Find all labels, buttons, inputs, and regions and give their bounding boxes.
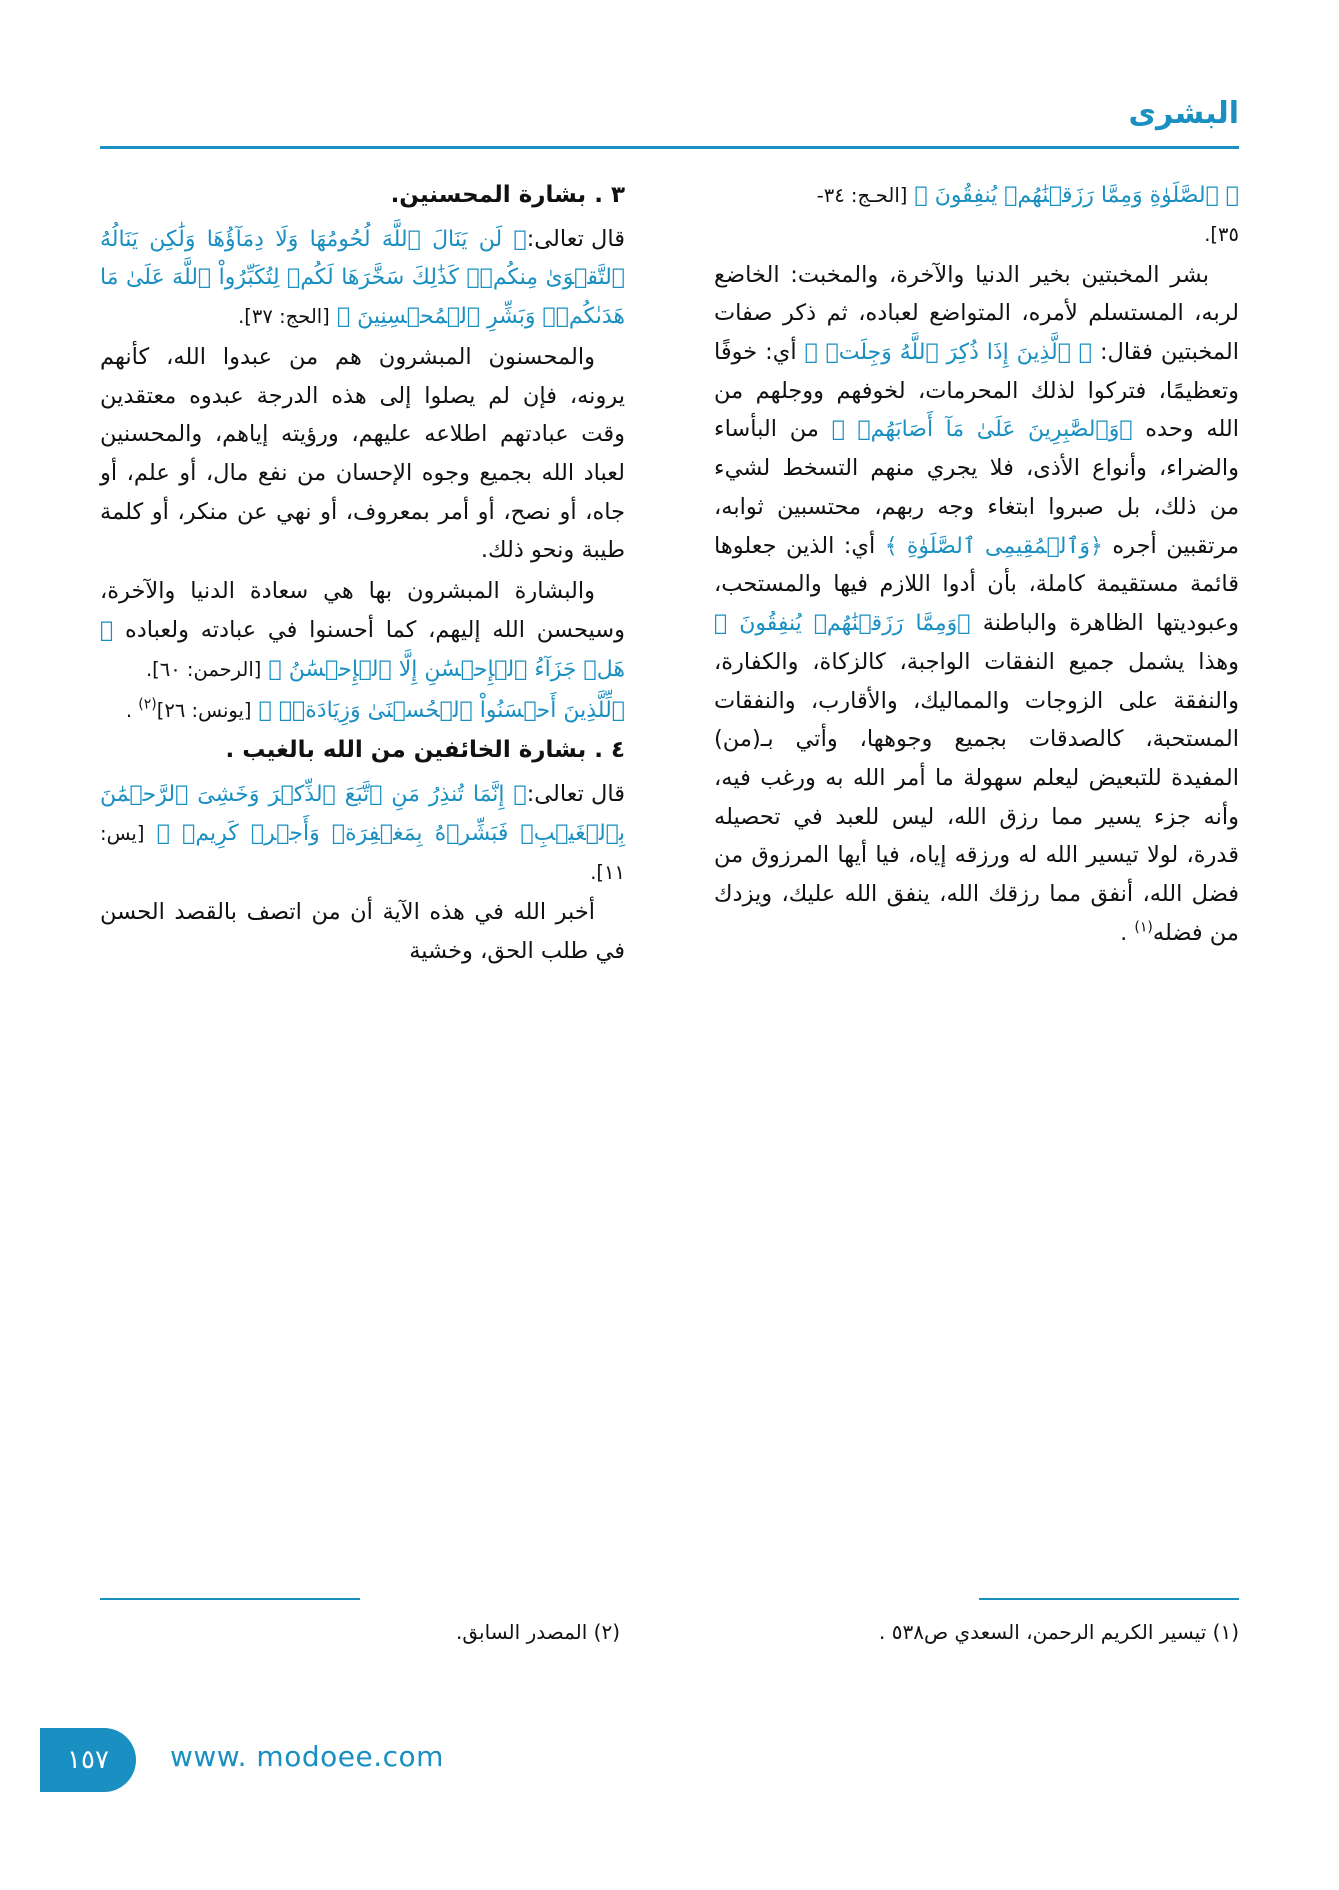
quran-text: ﴿ إِنَّمَا تُنذِرُ مَنِ ٱتَّبَعَ ٱلذِّكۡرَ وَخَشِىَ ٱلرَّحۡمَٰنَ بِٱلۡغَيۡبِۖ فَبَشِّرۡهُ بِمَغۡفِرَةٖ وَأَجۡرٖ كَرِيمٖ ﴾ bbox=[100, 781, 625, 846]
quote-intro bbox=[100, 220, 625, 336]
footnote-divider-right bbox=[979, 1598, 1239, 1600]
verse-reference-cont: ٣٥]. bbox=[1204, 222, 1239, 246]
page-header bbox=[100, 96, 1239, 148]
quran-text: ﴿ لَن يَنَالَ ٱللَّهَ لُحُومُهَا وَلَا دِمَآؤُهَا وَلَٰكِن يَنَالُهُ ٱلتَّقۡوَىٰ مِنكُمۡۚ كَذَٰلِكَ سَخَّرَهَا لَكُمۡ لِتُكَبِّرُواْ ٱللَّهَ عَلَىٰ مَا هَدَىٰكُمۡۗ وَبَشِّرِ ٱلۡمُحۡسِنِينَ ﴾ bbox=[100, 226, 625, 330]
quran-text: ﴿وَٱلصَّٰبِرِينَ عَلَىٰ مَآ أَصَابَهُمۡ ﴾ bbox=[831, 417, 1133, 443]
text-columns bbox=[100, 176, 1239, 1566]
footnotes-area bbox=[100, 1598, 1239, 1718]
body-paragraph bbox=[100, 572, 625, 688]
verse-reference: [يس: ١١]. bbox=[100, 821, 625, 884]
verse-reference-end: . bbox=[125, 698, 139, 722]
body-paragraph bbox=[714, 256, 1239, 953]
paragraph-text: والبشارة المبشرون بها هي سعادة الدنيا والآخرة، وسيحسن الله إليهم، كما أحسنوا في عبادته ولعباده bbox=[100, 578, 625, 643]
quran-text: ﴿وَٱلۡمُقِيمِى ٱلصَّلَوٰةِ ﴾ bbox=[884, 533, 1103, 559]
verse-reference: [الرحمن: ٦٠]. bbox=[145, 657, 262, 681]
paragraph-text: أي: الذين جعلوها قائمة مستقيمة كاملة، بأن أدوا اللازم فيها والمستحب، وعبوديتها الظاهرة والباطنة bbox=[714, 532, 1239, 637]
verse-continuation bbox=[714, 176, 1239, 254]
section-heading-3: ٣ . بشارة المحسنين. bbox=[390, 182, 625, 208]
page-footer bbox=[0, 1728, 1339, 1798]
website-url[interactable]: www. modoee.com bbox=[170, 1740, 444, 1773]
paragraph-text: . bbox=[1120, 919, 1135, 946]
quran-text: ﴿ هَلۡ جَزَآءُ ٱلۡإِحۡسَٰنِ إِلَّا ٱلۡإِحۡسَٰنُ ﴾ bbox=[100, 617, 625, 682]
quran-text: ﴿لِّلَّذِينَ أَحۡسَنُواْ ٱلۡحُسۡنَىٰ وَزِيَادَةٞۖ ﴾ bbox=[258, 697, 625, 723]
quran-text: ﴾ ٱلصَّلَوٰةِ وَمِمَّا رَزَقۡنَٰهُمۡ يُنفِقُونَ ﴿ bbox=[914, 183, 1239, 208]
body-paragraph: والمحسنون المبشرون هم من عبدوا الله، كأنهم يرونه، فإن لم يصلوا إلى هذه الدرجة عبدوه معتقدين وقت عبادتهم اطلاعه عليهم، ورؤيته إياهم، والمحسنين لعباد الله بجميع وجوه الإحسان من نفع مال، أو علم، أو جاه، أو نصح، أو أمر بمعروف، أو نهي عن منكر، أو كلمة طيبة ونحو ذلك. bbox=[100, 344, 625, 564]
book-title: البشرى bbox=[1128, 96, 1239, 131]
column-right bbox=[714, 176, 1239, 1506]
header-divider bbox=[100, 146, 1239, 149]
verse-reference: [يونس: ٢٦] bbox=[156, 698, 252, 722]
body-paragraph: أخبر الله في هذه الآية أن من اتصف بالقصد الحسن في طلب الحق، وخشية bbox=[100, 899, 625, 964]
footnote-marker: (١) bbox=[1134, 919, 1153, 936]
paragraph-text: وهذا يشمل جميع النفقات الواجبة، كالزكاة، والكفارة، والنفقة على الزوجات والمماليك، والأقارب، والنفقات المستحبة، كالصدقات بجميع وجوهها، وأتي بـ(من) المفيدة للتبعيض ليعلم سهولة ما أمر الله به ورغب فيه، وأنه جزء يسير مما رزق الله، ليس للعبد في تحصيله قدرة، لولا تيسير الله له ورزقه إياه، فيا أيها المرزوق من فضل الله، أنفق مما رزقك الله، ينفق الله عليك، ويزدك من فضله bbox=[714, 648, 1239, 946]
quote-intro-text: قال تعالى: bbox=[526, 780, 625, 807]
paragraph-text: أي: خوفًا وتعظيمًا، فتركوا لذلك المحرمات، لخوفهم ووجلهم من الله وحده bbox=[714, 338, 1239, 443]
paragraph-text: بشر المخبتين بخير الدنيا والآخرة، والمخبت: الخاضع لربه، المستسلم لأمره، المتواضع لعباده، ثم ذكر صفات المخبتين فقال: bbox=[714, 261, 1239, 365]
footnote-left: (٢) المصدر السابق. bbox=[456, 1620, 620, 1644]
quran-text: ﴿ ٱلَّذِينَ إِذَا ذُكِرَ ٱللَّهُ وَجِلَتۡ ﴾ bbox=[804, 339, 1092, 365]
quran-text: ﴿وَمِمَّا رَزَقۡنَٰهُمۡ يُنفِقُونَ ﴾ bbox=[714, 611, 971, 637]
verse-reference: [الحـج: ٣٤- bbox=[816, 184, 908, 207]
quote-intro bbox=[100, 775, 625, 891]
footnote-right: (١) تيسير الكريم الرحمن، السعدي ص٥٣٨ . bbox=[879, 1620, 1239, 1644]
page-number-badge: ١٥٧ bbox=[40, 1728, 136, 1792]
section-heading-4: ٤ . بشارة الخائفين من الله بالغيب . bbox=[225, 737, 625, 764]
column-left bbox=[100, 176, 625, 1506]
quote-intro-text: قال تعالى: bbox=[526, 225, 625, 252]
footnote-marker: (٢) bbox=[138, 696, 157, 712]
footnote-divider-left bbox=[100, 1598, 360, 1600]
paragraph-text: من البأساء والضراء، وأنواع الأذى، فلا يجري منهم التسخط لشيء من ذلك، بل صبروا ابتغاء وجه ربهم، محتسبين ثوابه، مرتقبين أجره bbox=[714, 416, 1240, 559]
quran-quote bbox=[100, 691, 625, 730]
verse-reference: [الحج: ٣٧]. bbox=[238, 305, 330, 329]
